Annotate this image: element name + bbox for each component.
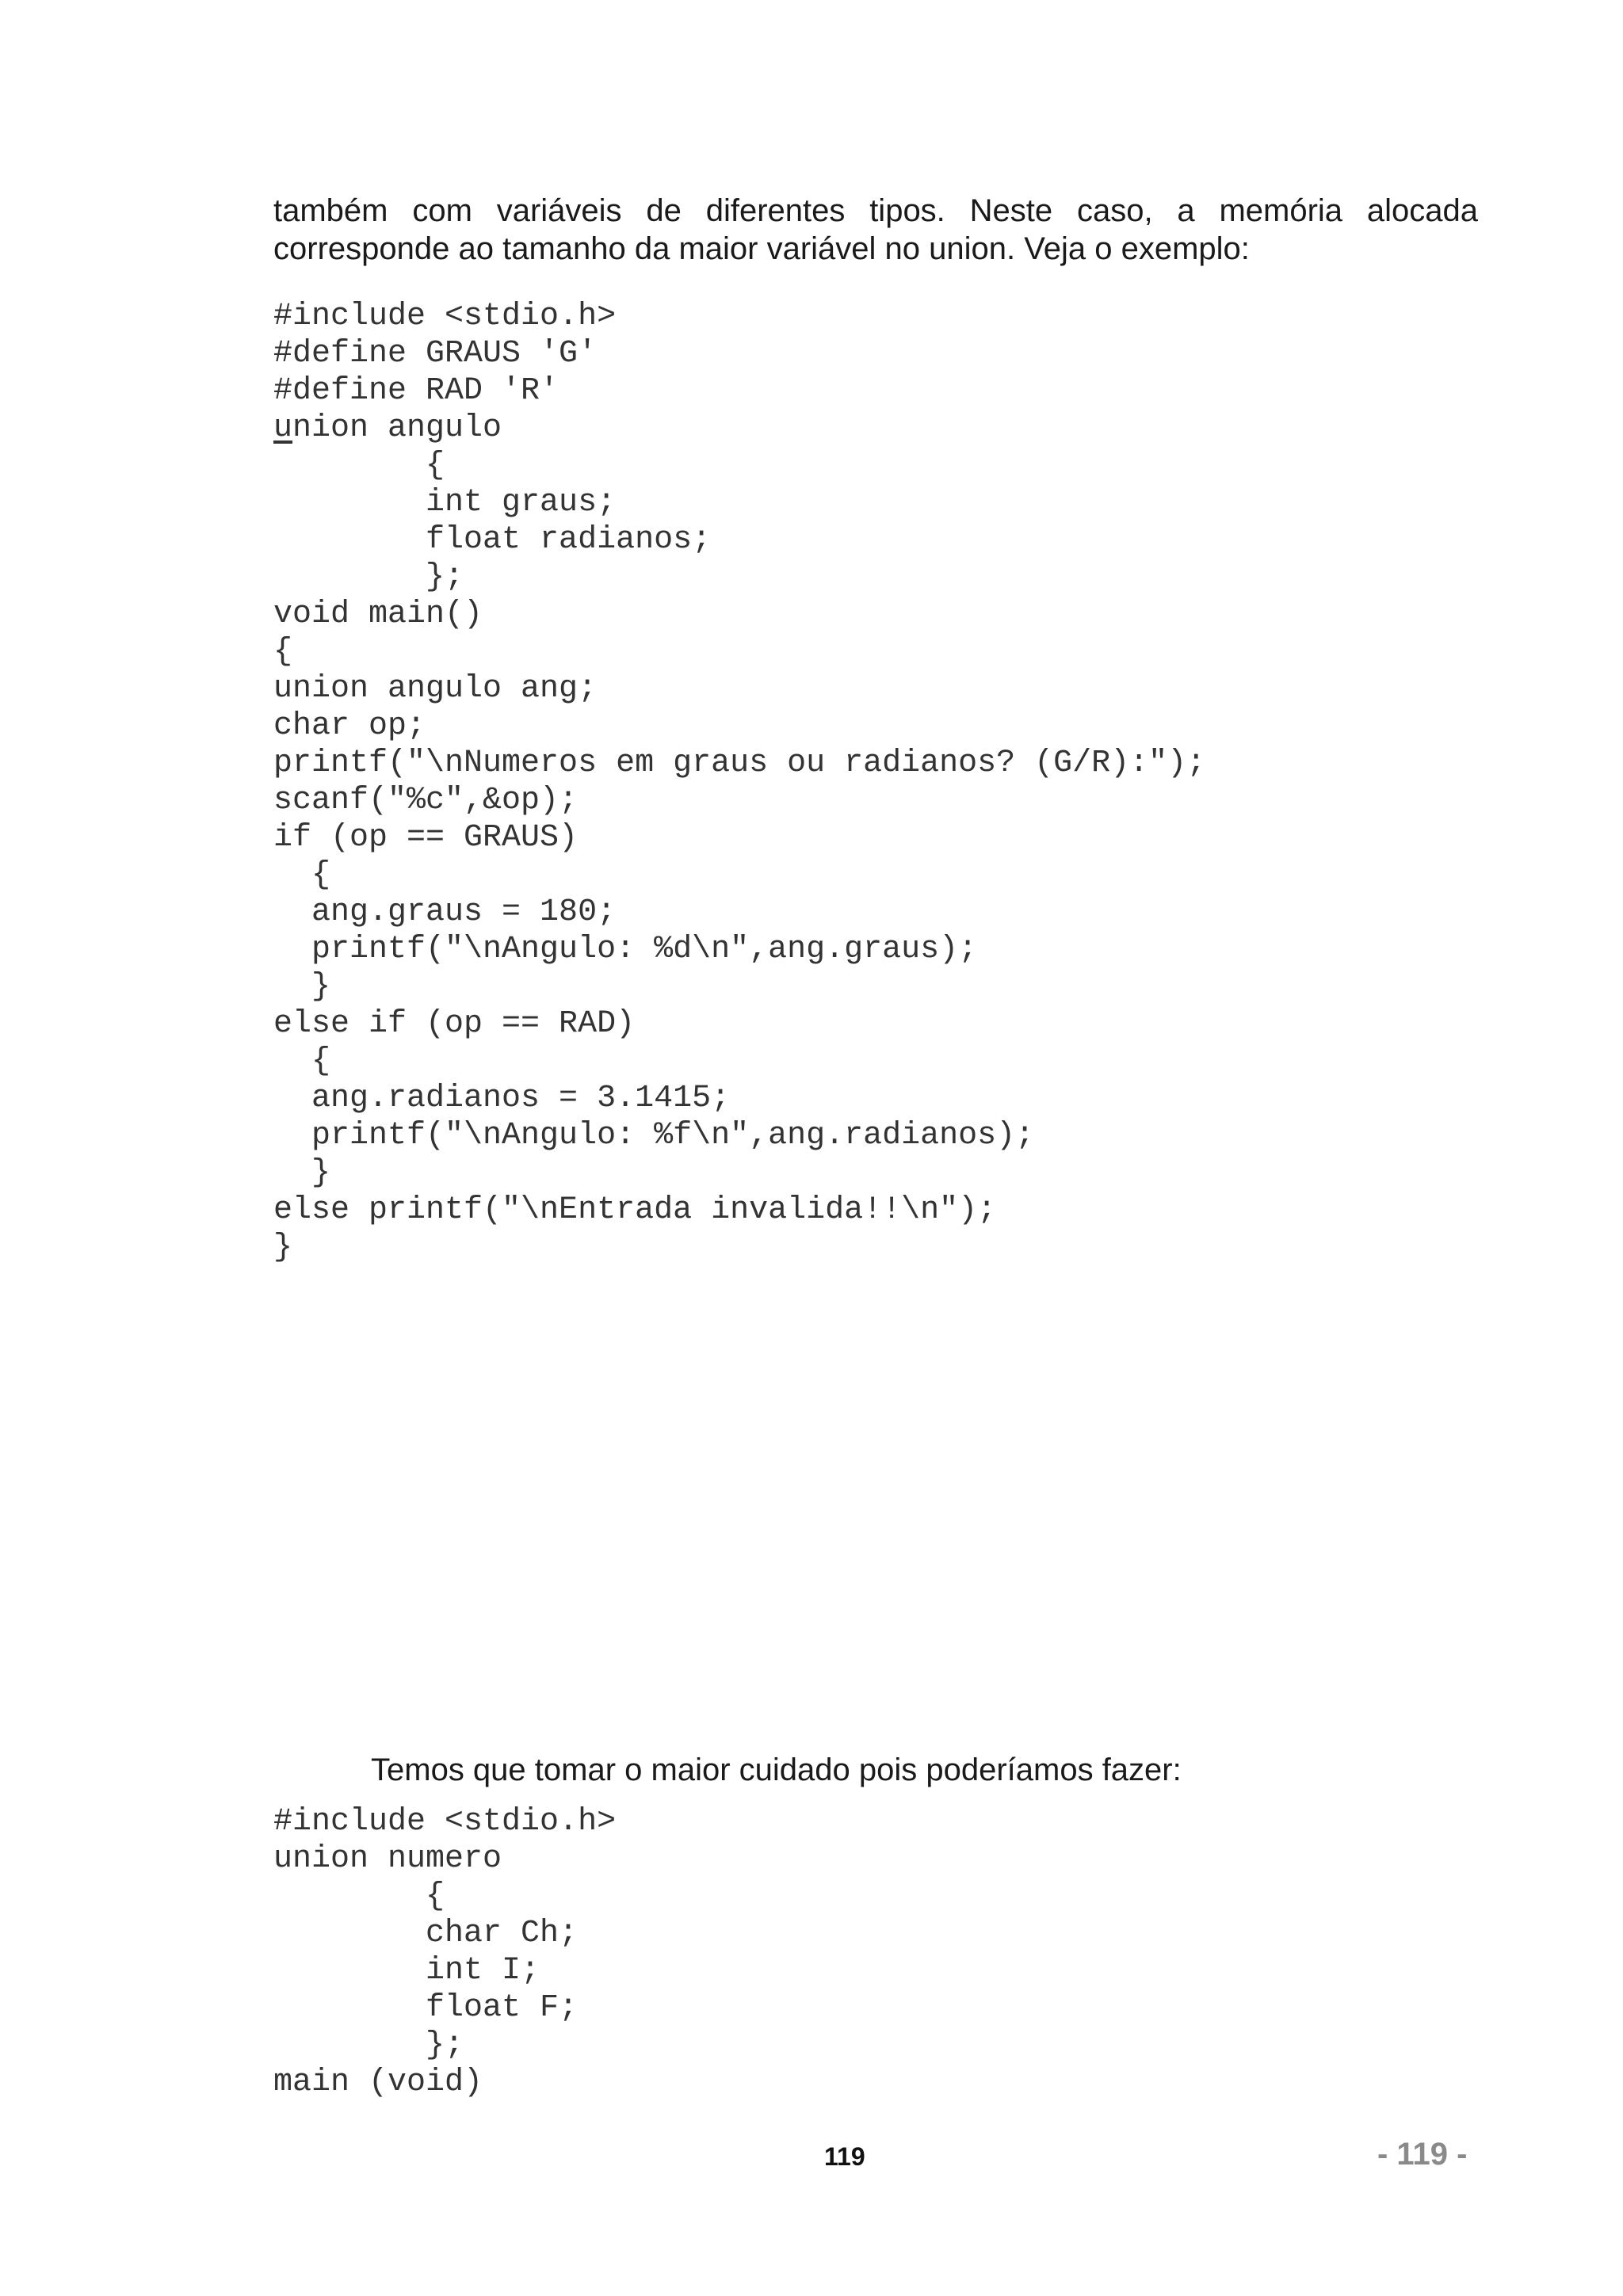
code-line: int graus; [273,485,617,521]
underlined-letter: u [273,410,293,446]
code-line: } [273,969,331,1005]
code-line: #define RAD 'R' [273,373,559,409]
code-line: float radianos; [273,522,712,558]
code-line: int I; [273,1953,540,1989]
code-line-rest: nion angulo [292,410,502,446]
code-line: scanf("%c",&op); [273,783,579,818]
code-example-union-numero [273,1803,616,2101]
code-line: char op; [273,708,426,744]
code-line: else printf("\nEntrada invalida!!\n"); [273,1192,997,1228]
page-number-right: - 119 - [1377,2137,1468,2172]
code-example-union-angulo [273,298,1205,1266]
intro-line-1: também com variáveis de diferentes tipos. Neste caso, a memória alocada [273,193,1478,228]
code-line: #include <stdio.h> [273,299,617,334]
code-line: union numero [273,1841,502,1877]
code-line: { [273,1878,445,1914]
code-line: #define GRAUS 'G' [273,336,598,372]
code-line: { [273,857,331,893]
code-line: union angulo ang; [273,671,598,707]
intro-paragraph [273,192,1478,268]
code-line: void main() [273,597,483,632]
code-line: } [273,1230,293,1265]
code-line: ang.graus = 180; [273,894,617,930]
code-line: if (op == GRAUS) [273,820,579,856]
code-line: printf("\nAngulo: %f\n",ang.radianos); [273,1118,1035,1154]
code-line: }; [273,2027,464,2063]
code-line-union-angulo [273,410,1205,447]
code-line: ang.radianos = 3.1415; [273,1081,731,1116]
code-line: { [273,1043,331,1079]
code-line: printf("\nAngulo: %d\n",ang.graus); [273,932,978,967]
paragraph-caution: Temos que tomar o maior cuidado pois poderíamos fazer: [371,1753,1182,1787]
page-number-center: 119 [824,2142,865,2171]
code-line: { [273,634,293,669]
code-line: { [273,448,445,483]
code-line: else if (op == RAD) [273,1006,636,1042]
code-line: float F; [273,1990,579,2026]
code-line: } [273,1155,331,1191]
code-line: #include <stdio.h> [273,1804,617,1840]
code-line: }; [273,559,464,595]
intro-line-2: corresponde ao tamanho da maior variável no union. Veja o exemplo: [273,231,1250,266]
code-line: printf("\nNumeros em graus ou radianos? (G/R):"); [273,746,1206,781]
code-line: char Ch; [273,1916,579,1951]
code-line: main (void) [273,2065,483,2100]
